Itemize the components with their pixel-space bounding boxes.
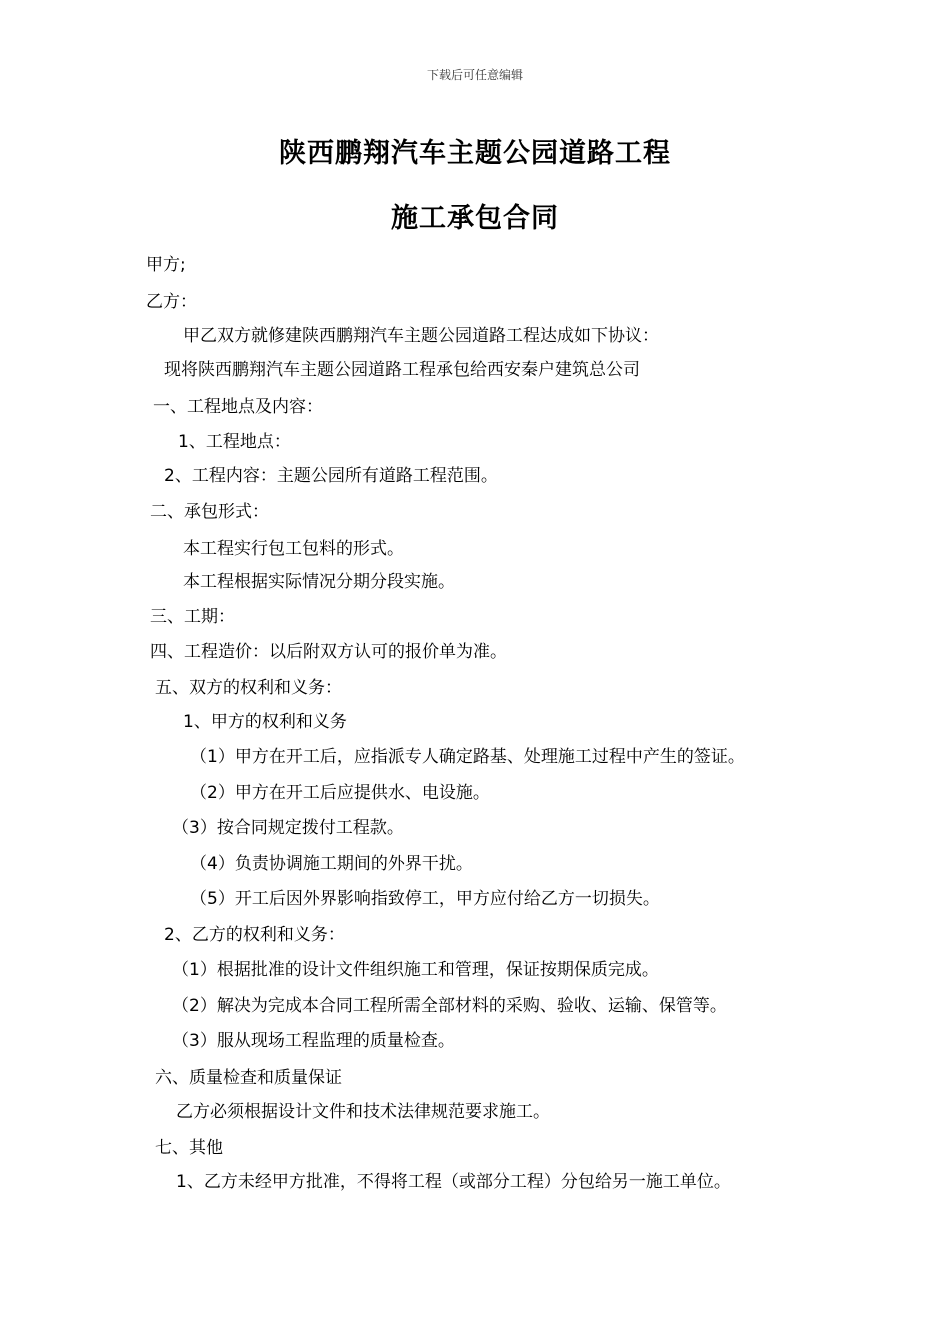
document-title-line2: 施工承包合同 xyxy=(391,203,559,234)
party-a-right-3: （3）按合同规定拨付工程款。 xyxy=(172,818,404,838)
section-6-heading: 六、质量检查和质量保证 xyxy=(155,1068,342,1088)
section-5-heading: 五、双方的权利和义务： xyxy=(155,678,342,698)
party-b-right-2: （2）解决为完成本合同工程所需全部材料的采购、验收、运输、保管等。 xyxy=(172,996,727,1016)
party-b-right-3: （3）服从现场工程监理的质量检查。 xyxy=(172,1031,455,1051)
party-b-right-1: （1）根据批准的设计文件组织施工和管理，保证按期保质完成。 xyxy=(172,960,659,980)
party-a-line: 甲方; xyxy=(146,255,186,275)
party-a-rights-heading: 1、甲方的权利和义务 xyxy=(183,712,347,732)
section-2-item-1: 本工程实行包工包料的形式。 xyxy=(183,539,404,559)
section-1-heading: 一、工程地点及内容： xyxy=(153,397,323,417)
party-a-right-4: （4）负责协调施工期间的外界干扰。 xyxy=(190,854,473,874)
agreement-intro: 甲乙双方就修建陕西鹏翔汽车主题公园道路工程达成如下协议： xyxy=(183,326,659,346)
party-b-rights-heading: 2、乙方的权利和义务： xyxy=(164,925,345,945)
section-7-item-1: 1、乙方未经甲方批准，不得将工程（或部分工程）分包给另一施工单位。 xyxy=(176,1172,731,1192)
section-7-heading: 七、其他 xyxy=(155,1138,223,1158)
document-title-line1: 陕西鹏翔汽车主题公园道路工程 xyxy=(279,138,671,169)
section-2-item-2: 本工程根据实际情况分期分段实施。 xyxy=(183,572,455,592)
party-a-right-5: （5）开工后因外界影响指致停工，甲方应付给乙方一切损失。 xyxy=(190,889,660,909)
section-2-heading: 二、承包形式： xyxy=(150,502,269,522)
section-4-heading: 四、工程造价：以后附双方认可的报价单为准。 xyxy=(150,642,507,662)
party-a-right-1: （1）甲方在开工后，应指派专人确定路基、处理施工过程中产生的签证。 xyxy=(190,747,745,767)
party-b-line: 乙方： xyxy=(146,292,197,312)
section-6-item-1: 乙方必须根据设计文件和技术法律规范要求施工。 xyxy=(176,1102,550,1122)
header-note: 下载后可任意编辑 xyxy=(426,68,523,82)
party-a-right-2: （2）甲方在开工后应提供水、电设施。 xyxy=(190,783,490,803)
section-1-item-2: 2、工程内容：主题公园所有道路工程范围。 xyxy=(164,466,498,486)
contract-scope: 现将陕西鹏翔汽车主题公园道路工程承包给西安秦户建筑总公司 xyxy=(164,360,640,380)
section-3-heading: 三、工期： xyxy=(150,607,235,627)
section-1-item-1: 1、工程地点： xyxy=(178,432,291,452)
